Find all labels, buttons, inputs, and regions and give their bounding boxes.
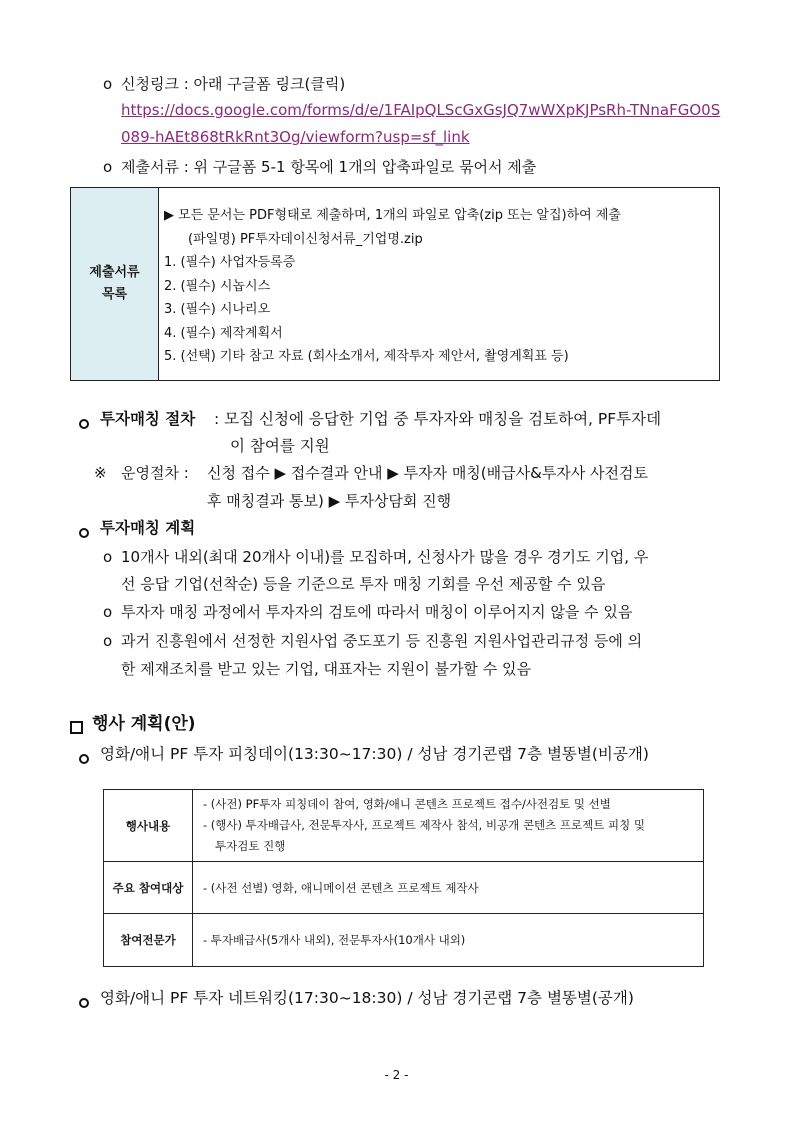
- docs-item: 5. (선택) 기타 참고 자료 (회사소개서, 제작투자 제안서, 촬영계획표 등): [164, 349, 569, 364]
- apply-link-line1[interactable]: https://docs.google.com/forms/d/e/1FAIpQLScGxGsJQ7wWXpKJPsRh-TNnaFGO0S: [121, 101, 721, 119]
- event-row-line: 투자검토 진행: [215, 839, 286, 853]
- matching-proc-title: 투자매칭 절차: [100, 410, 196, 428]
- page-number: - 2 -: [384, 1068, 409, 1082]
- event-plan-title: 행사 계획(안): [92, 714, 196, 734]
- networking-bullet-icon: [79, 992, 89, 1011]
- apply-bullet: o: [103, 75, 113, 93]
- plan-bullet: o: [103, 548, 113, 566]
- event-row-label: 참여전문가: [104, 914, 193, 966]
- event-table-row: [104, 914, 703, 966]
- submit-bullet: o: [103, 158, 113, 176]
- pitch-bullet-icon: [79, 748, 89, 767]
- plan-bullet: o: [103, 632, 113, 650]
- docs-item: 2. (필수) 시놉시스: [164, 278, 271, 294]
- docs-table-body: [164, 204, 621, 369]
- apply-label: 신청링크 : 아래 구글폼 링크(클릭): [121, 75, 346, 93]
- event-row-label: 주요 참여대상: [104, 862, 193, 913]
- plan-bullet: o: [103, 603, 113, 621]
- matching-plan-bullet-icon: [79, 522, 89, 541]
- docs-item: 3. (필수) 시나리오: [164, 302, 271, 317]
- submit-label: 제출서류 : 위 구글폼 5-1 항목에 1개의 압축파일로 묶어서 제출: [121, 158, 537, 176]
- plan-item-3-line1: 과거 진흥원에서 선정한 지원사업 중도포기 등 진흥원 지원사업관리규정 등에 의: [121, 632, 643, 650]
- docs-note-2: (파일명) PF투자데이신청서류_기업명.zip: [188, 231, 423, 247]
- matching-plan-title: 투자매칭 계획: [100, 519, 196, 537]
- docs-note-1: ▶ 모든 문서는 PDF형태로 제출하며, 1개의 파일로 압축(zip 또는 알집)하여 제출: [164, 208, 621, 223]
- event-row-line: - (행사) 투자배급사, 전문투자사, 프로젝트 제작사 참석, 비공개 콘텐츠 프로젝트 피칭 및: [203, 818, 646, 832]
- event-row-line: - (사전) PF투자 피칭데이 참여, 영화/애니 콘텐츠 프로젝트 접수/사전검토 및 선별: [203, 797, 611, 811]
- matching-proc-bullet-icon: [79, 413, 89, 432]
- plan-item-1-line1: 10개사 내외(최대 20개사 이내)를 모집하며, 신청사가 많을 경우 경기도 기업, 우: [121, 548, 649, 566]
- plan-item-2-line1: 투자자 매칭 과정에서 투자자의 검토에 따라서 매칭이 이루어지지 않을 수 있음: [121, 603, 633, 621]
- note-text-1: 신청 접수 ▶ 접수결과 안내 ▶ 투자자 매칭(배급사&투자사 사전검토: [207, 464, 649, 482]
- matching-proc-text-2: 이 참여를 지원: [230, 437, 330, 455]
- event-table-row: [104, 862, 703, 914]
- plan-item-3-line2: 한 제재조치를 받고 있는 기업, 대표자는 지원이 불가할 수 있음: [121, 660, 531, 678]
- apply-link-line2[interactable]: 089-hAEt868tRkRnt3Og/viewform?usp=sf_link: [121, 128, 470, 146]
- note-text-2: 후 매칭결과 통보) ▶ 투자상담회 진행: [207, 492, 452, 510]
- docs-table-header-line2: 목록: [101, 287, 128, 302]
- docs-table-header-line1: 제출서류: [89, 265, 140, 280]
- plan-item-1-line2: 선 응답 기업(선착순) 등을 기준으로 투자 매칭 기회를 우선 제공할 수 있음: [121, 575, 606, 593]
- note-label: 운영절차 :: [121, 464, 189, 482]
- docs-table-header: [71, 188, 159, 380]
- docs-item: 4. (필수) 제작계획서: [164, 325, 283, 341]
- pitch-title: 영화/애니 PF 투자 피칭데이(13:30~17:30) / 성남 경기콘랩 7층 별똥별(비공개): [100, 745, 649, 763]
- event-row-line: - 투자배급사(5개사 내외), 전문투자사(10개사 내외): [203, 933, 466, 947]
- event-table-row: [104, 790, 703, 862]
- note-mark: ※: [94, 464, 107, 482]
- event-table: [103, 789, 704, 967]
- event-row-line: - (사전 선별) 영화, 애니메이션 콘텐츠 프로젝트 제작사: [203, 881, 479, 895]
- docs-item: 1. (필수) 사업자등록증: [164, 255, 296, 270]
- matching-proc-text-1: : 모집 신청에 응답한 기업 중 투자자와 매칭을 검토하여, PF투자데: [214, 410, 662, 428]
- event-plan-square-icon: [70, 717, 83, 736]
- event-row-label: 행사내용: [104, 790, 193, 861]
- submit-docs-table: [70, 187, 720, 381]
- networking-title: 영화/애니 PF 투자 네트워킹(17:30~18:30) / 성남 경기콘랩 7층 별똥별(공개): [100, 989, 634, 1007]
